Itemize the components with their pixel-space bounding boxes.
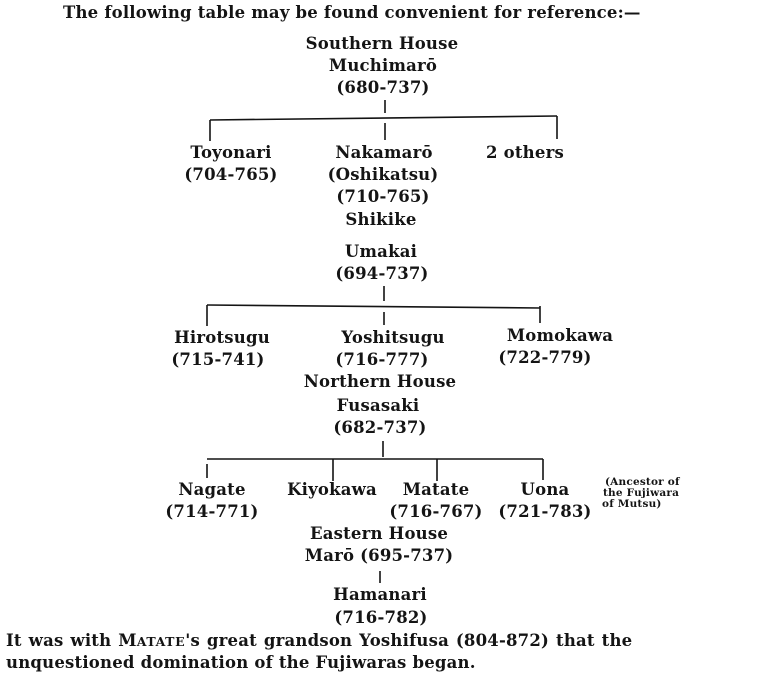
- southern-head-name: Muchimarō: [328, 56, 438, 75]
- connector-line: [207, 305, 540, 308]
- shikike-child-name: Momokawa: [506, 326, 614, 345]
- northern-child-dates: (716-767): [389, 502, 483, 521]
- southern-child-name: Toyonari: [190, 143, 272, 162]
- shikike-head-name: Umakai: [344, 242, 418, 261]
- northern-child-dates: (721-783): [498, 502, 592, 521]
- closing-line-1-post: 's great grandson Yoshifusa (804-872) that the: [185, 631, 633, 650]
- matate-rest: ATATE: [136, 634, 186, 649]
- northern-note: (Ancestor of: [605, 476, 680, 488]
- intro-text: The following table may be found convenient for reference:—: [63, 3, 641, 22]
- northern-child-name: Kiyokawa: [287, 480, 377, 499]
- southern-house-title: Southern House: [305, 34, 459, 53]
- matate-smallcaps: [118, 631, 185, 650]
- shikike-child-name: Hirotsugu: [174, 328, 270, 347]
- northern-head-name: Fusasaki: [336, 396, 420, 415]
- eastern-child-name: Hamanari: [333, 585, 427, 604]
- shikike-child-dates: (722-779): [498, 348, 592, 367]
- shikike-child-dates: (716-777): [335, 350, 429, 369]
- northern-house-title: Northern House: [303, 372, 457, 391]
- closing-line-1-pre: It was with: [6, 631, 112, 650]
- northern-child-dates: (714-771): [165, 502, 259, 521]
- southern-head-dates: (680-737): [336, 78, 430, 97]
- southern-child-dates: (710-765): [336, 187, 430, 206]
- southern-child-name: 2 others: [486, 143, 564, 162]
- northern-head-dates: (682-737): [333, 418, 427, 437]
- shikike-head-dates: (694-737): [335, 264, 429, 283]
- closing-line-2: unquestioned domination of the Fujiwaras began.: [6, 653, 476, 672]
- shikike-child-name: Yoshitsugu: [341, 328, 445, 347]
- southern-child-dates: (704-765): [184, 165, 278, 184]
- southern-child-name: Nakamarō: [335, 143, 433, 162]
- connector-line: [210, 116, 557, 120]
- eastern-child-dates: (716-782): [334, 608, 428, 627]
- shikike-house-title: Shikike: [345, 210, 417, 229]
- eastern-house-title: Eastern House: [309, 524, 449, 543]
- northern-note: the Fujiwara: [603, 487, 680, 499]
- northern-child-name: Nagate: [178, 480, 246, 499]
- matate-initial: M: [118, 631, 137, 650]
- southern-child-alt-name: (Oshikatsu): [327, 165, 439, 184]
- northern-child-name: Uona: [520, 480, 570, 499]
- northern-child-name: Matate: [402, 480, 470, 499]
- northern-note: of Mutsu): [602, 498, 662, 510]
- closing-line-1: [6, 631, 632, 652]
- shikike-child-dates: (715-741): [171, 350, 265, 369]
- eastern-head-name: Marō (695-737): [304, 546, 454, 565]
